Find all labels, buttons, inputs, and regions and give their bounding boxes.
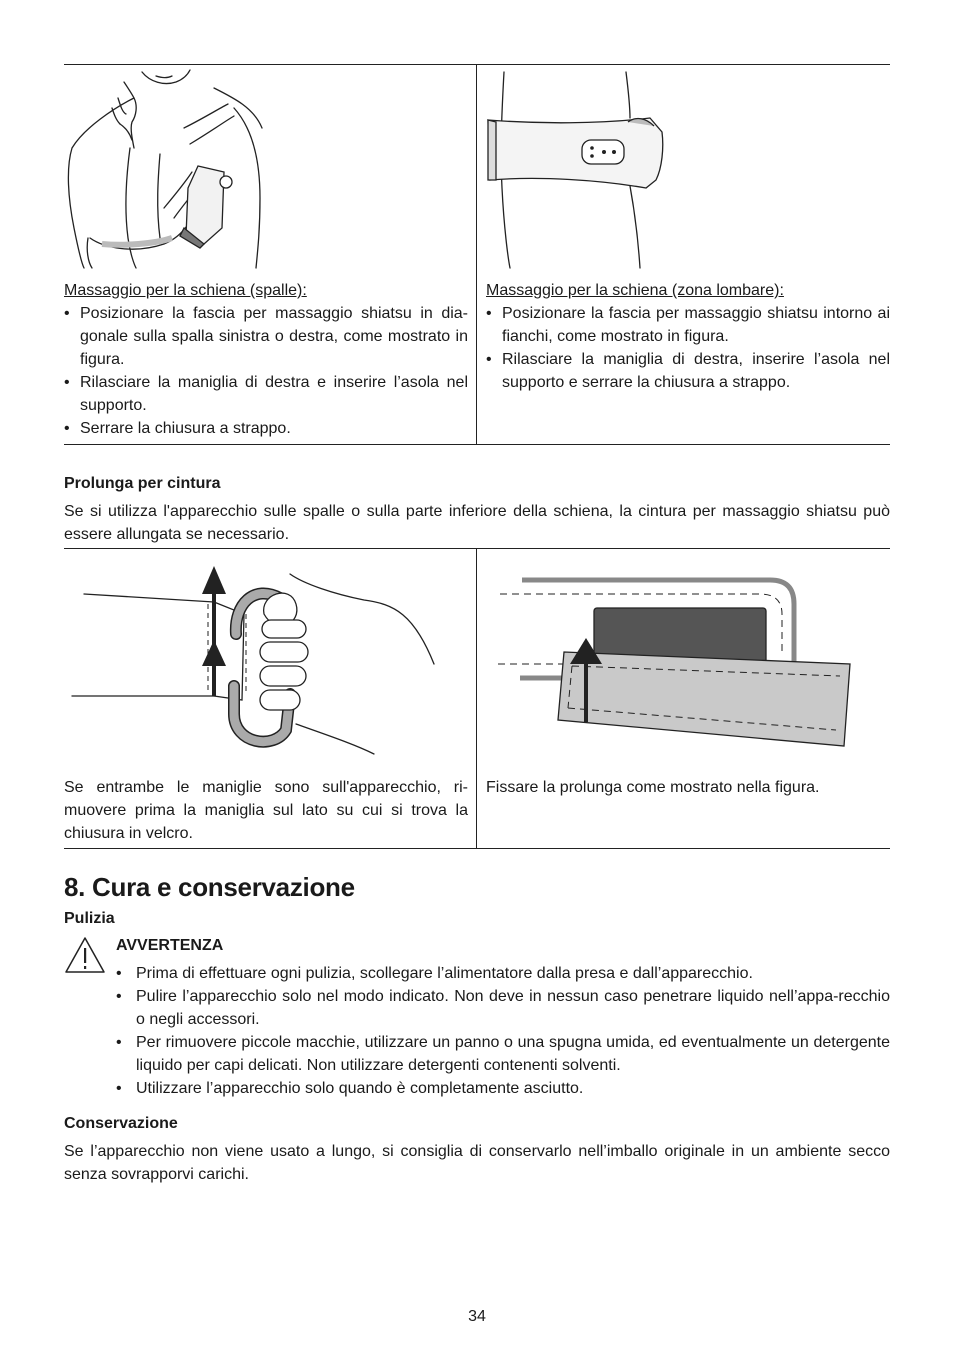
attach-extension-caption: Fissare la prolunga come mostrato nella figura. <box>486 779 820 796</box>
table2-bottom-rule <box>64 848 890 849</box>
warning-triangle-icon <box>64 936 106 974</box>
shoulder-bullet: • Serrare la chiusura a strappo. <box>64 417 468 440</box>
warning-bullet: • Utilizzare l’apparecchio solo quando è completamente asciutto. <box>116 1077 890 1100</box>
table2-divider <box>476 548 477 849</box>
page-number: 34 <box>468 1308 486 1325</box>
warning-bullet: • Prima di effettuare ogni pulizia, scollegare l’alimentatore dalla presa e dall’apparecchio. <box>116 962 890 985</box>
shoulder-massage-illustration <box>64 68 474 270</box>
lumbar-bullet-list <box>486 302 890 394</box>
shoulder-caption-title: Massaggio per la schiena (spalle): <box>64 282 307 299</box>
table1-top-rule <box>64 64 890 65</box>
extension-heading: Prolunga per cintura <box>64 475 221 492</box>
table1-bottom-rule <box>64 444 890 445</box>
attach-extension-illustration <box>480 554 888 770</box>
shoulder-caption <box>64 279 468 440</box>
warning-bullet: • Pulire l’apparecchio solo nel modo indicato. Non deve in nessun caso penetrare liquido nell’appa-recchio o negli accessori. <box>116 985 890 1031</box>
storage-heading: Conservazione <box>64 1115 178 1132</box>
lumbar-caption <box>486 279 890 394</box>
table1-divider <box>476 64 477 445</box>
shoulder-bullet: • Rilasciare la maniglia di destra e inserire l’asola nel supporto. <box>64 371 468 417</box>
table2-top-rule <box>64 548 890 549</box>
shoulder-bullet-list <box>64 302 468 440</box>
lumbar-bullet: • Rilasciare la maniglia di destra, inserire l’asola nel supporto e serrare la chiusura a strappo. <box>486 348 890 394</box>
storage-text: Se l’apparecchio non viene usato a lungo, si consiglia di conservarlo nell’imballo originale in un ambiente secco senza sovrapporvi carichi. <box>64 1143 890 1183</box>
care-heading: 8. Cura e conservazione <box>64 872 355 902</box>
lumbar-bullet: • Posizionare la fascia per massaggio shiatsu intorno ai fianchi, come mostrato in figura. <box>486 302 890 348</box>
remove-handle-illustration <box>64 554 472 770</box>
remove-handle-caption: Se entrambe le maniglie sono sull'apparecchio, ri-muovere prima la maniglia sul lato su cui si trova la chiusura in velcro. <box>64 779 468 842</box>
warning-bullet: • Per rimuovere piccole macchie, utilizzare un panno o una spugna umida, ed eventualmente un detergente liquido per capi delicati. Non utilizzare detergenti contenenti solventi. <box>116 1031 890 1077</box>
warning-label: AVVERTENZA <box>116 937 224 954</box>
lumbar-massage-illustration <box>480 68 888 270</box>
extension-text: Se si utilizza l'apparecchio sulle spalle o sulla parte inferiore della schiena, la cintura per massaggio shiatsu può essere allungata se necessario. <box>64 503 890 543</box>
lumbar-caption-title: Massaggio per la schiena (zona lombare): <box>486 282 784 299</box>
warning-bullet-list <box>116 962 890 1100</box>
cleaning-heading: Pulizia <box>64 910 115 927</box>
shoulder-bullet: • Posizionare la fascia per massaggio shiatsu in dia-gonale sulla spalla sinistra o destra, come mostrato in figura. <box>64 302 468 371</box>
